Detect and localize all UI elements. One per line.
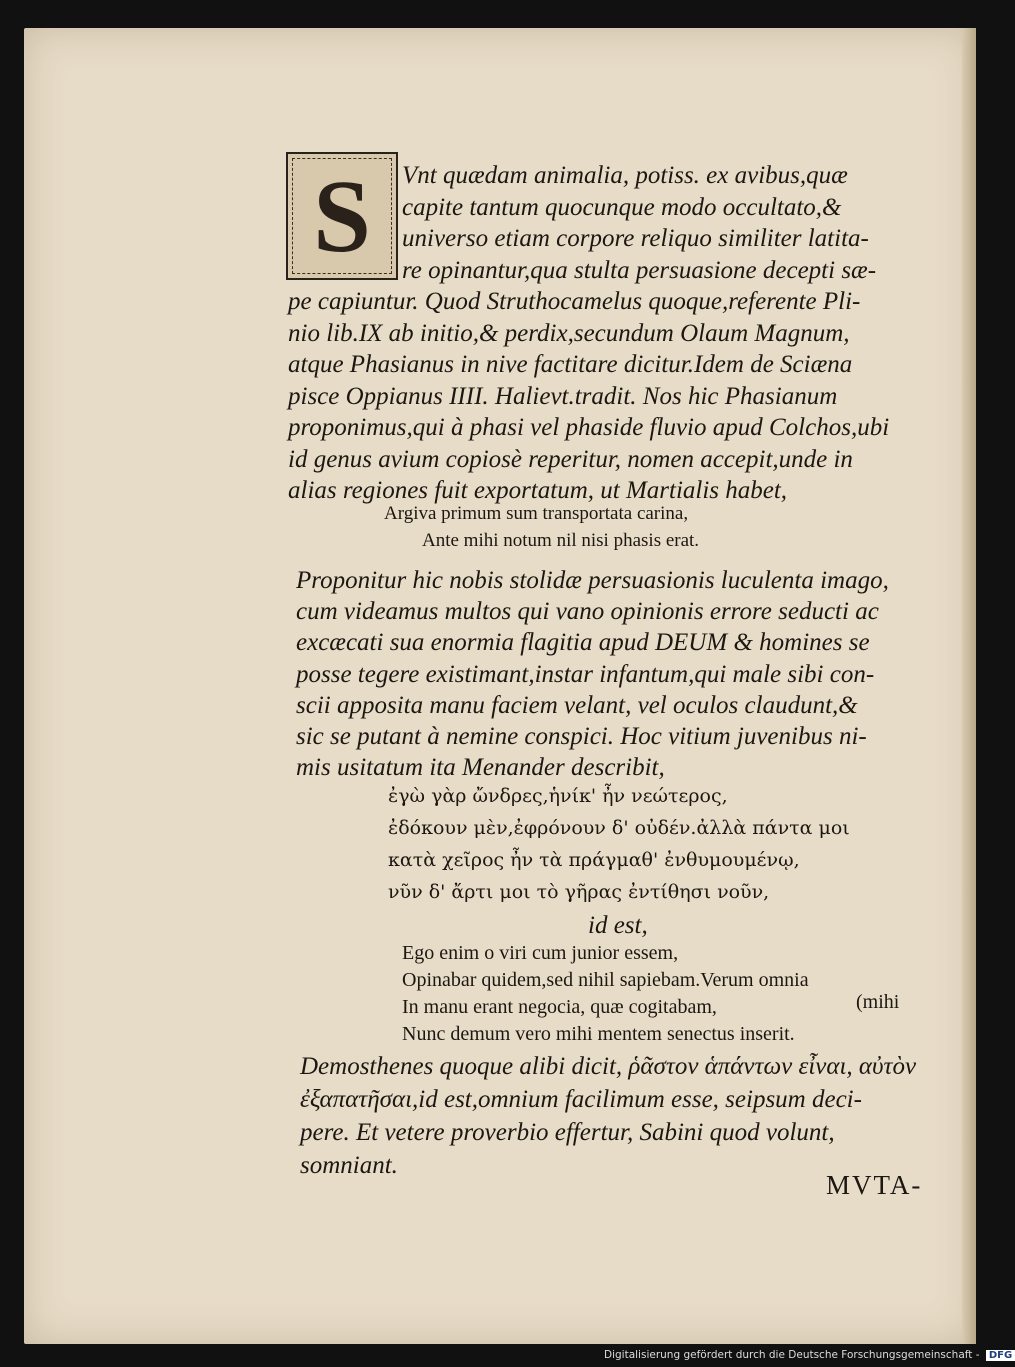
drop-cap-letter: S bbox=[313, 158, 371, 274]
text-line: proponimus,qui à phasi vel phaside fluvio apud Colchos,ubi bbox=[288, 414, 890, 441]
verse-line: Opinabar quidem,sed nihil sapiebam.Verum omnia bbox=[402, 969, 809, 991]
menander-greek-verse bbox=[388, 780, 850, 908]
verse-turnover-word: (mihi bbox=[856, 991, 900, 1013]
ornamental-drop-cap bbox=[286, 152, 398, 280]
paragraph-3 bbox=[300, 1050, 950, 1182]
text-line: scii apposita manu faciem velant, vel oculos claudunt,& bbox=[296, 691, 858, 719]
text-line: alias regiones fuit exportatum, ut Martialis habet, bbox=[288, 477, 788, 504]
text-line: id genus avium copiosè reperitur, nomen accepit,unde in bbox=[288, 445, 853, 473]
text-line: posse tegere existimant,instar infantum,qui male sibi con- bbox=[296, 660, 875, 688]
text-line: Demosthenes quoque alibi dicit, ῥᾶστον ἁπάντων εἶναι, αὐτὸν bbox=[300, 1053, 917, 1080]
drop-cap-ornament bbox=[292, 158, 392, 274]
text-line: pe capiuntur. Quod Struthocamelus quoque,referente Pli- bbox=[288, 288, 861, 315]
text-line: pisce Oppianus IIII. Halievt.tradit. Nos hic Phasianum bbox=[288, 382, 838, 410]
text-line: ἐξαπατῆσαι,id est,omnium facilimum esse, seipsum deci- bbox=[300, 1086, 862, 1113]
paragraph-1-opening bbox=[402, 160, 942, 286]
verse-line: Ego enim o viri cum junior essem, bbox=[402, 942, 679, 964]
id-est-label: id est, bbox=[588, 912, 648, 939]
paragraph-1-continuation bbox=[288, 286, 938, 507]
text-line: re opinantur,qua stulta persuasione decepti sæ- bbox=[402, 256, 877, 284]
digitization-footer bbox=[604, 1349, 1015, 1361]
text-line: capite tantum quocunque modo occultato,& bbox=[402, 193, 842, 221]
greek-line: ἐγὼ γὰρ ὤνδρες,ἡνίκ' ἦν νεώτερος, bbox=[388, 785, 728, 807]
martial-verse bbox=[384, 500, 699, 554]
text-line: cum videamus multos qui vano opinionis errore seducti ac bbox=[296, 598, 879, 626]
footer-text: Digitalisierung gefördert durch die Deutsche Forschungsgemeinschaft - bbox=[604, 1349, 980, 1361]
text-line: mis usitatum ita Menander describit, bbox=[296, 754, 665, 782]
text-line: sic se putant à nemine conspici. Hoc vitium juvenibus ni- bbox=[296, 723, 867, 751]
page-edge bbox=[962, 28, 976, 1344]
verse-line: Nunc demum vero mihi mentem senectus inserit. bbox=[402, 1023, 795, 1045]
text-line: Proponitur hic nobis stolidæ persuasionis luculenta imago, bbox=[296, 567, 889, 594]
greek-line: ἐδόκουν μὲν,ἐφρόνουν δ' οὐδέν.ἀλλὰ πάντα μοι bbox=[388, 817, 850, 839]
text-line: excæcati sua enormia flagitia apud DEUM & homines se bbox=[296, 629, 870, 657]
latin-translation-verse bbox=[402, 940, 809, 1048]
verse-line: In manu erant negocia, quæ cogitabam, bbox=[402, 996, 717, 1018]
greek-line: νῦν δ' ἄρτι μοι τὸ γῆρας ἐντίθησι νοῦν, bbox=[388, 881, 770, 903]
verse-line: Argiva primum sum transportata carina, bbox=[384, 503, 689, 524]
text-line: atque Phasianus in nive factitare dicitur.Idem de Sciæna bbox=[288, 351, 853, 378]
text-line: nio lib.IX ab initio,& perdix,secundum Olaum Magnum, bbox=[288, 319, 850, 347]
text-line: somniant. bbox=[300, 1152, 398, 1179]
text-line: pere. Et vetere proverbio effertur, Sabini quod volunt, bbox=[300, 1119, 835, 1146]
text-line: Vnt quædam animalia, potiss. ex avibus,quæ bbox=[402, 162, 848, 189]
text-line: universo etiam corpore reliquo similiter latita- bbox=[402, 225, 869, 252]
paragraph-2 bbox=[296, 565, 946, 783]
catchword: MVTA- bbox=[826, 1170, 923, 1200]
verse-line: Ante mihi notum nil nisi phasis erat. bbox=[422, 530, 700, 551]
greek-line: κατὰ χεῖρος ἦν τὰ πράγμαθ' ἐνθυμουμένῳ, bbox=[388, 849, 800, 871]
dfg-logo: DFG bbox=[986, 1350, 1015, 1361]
